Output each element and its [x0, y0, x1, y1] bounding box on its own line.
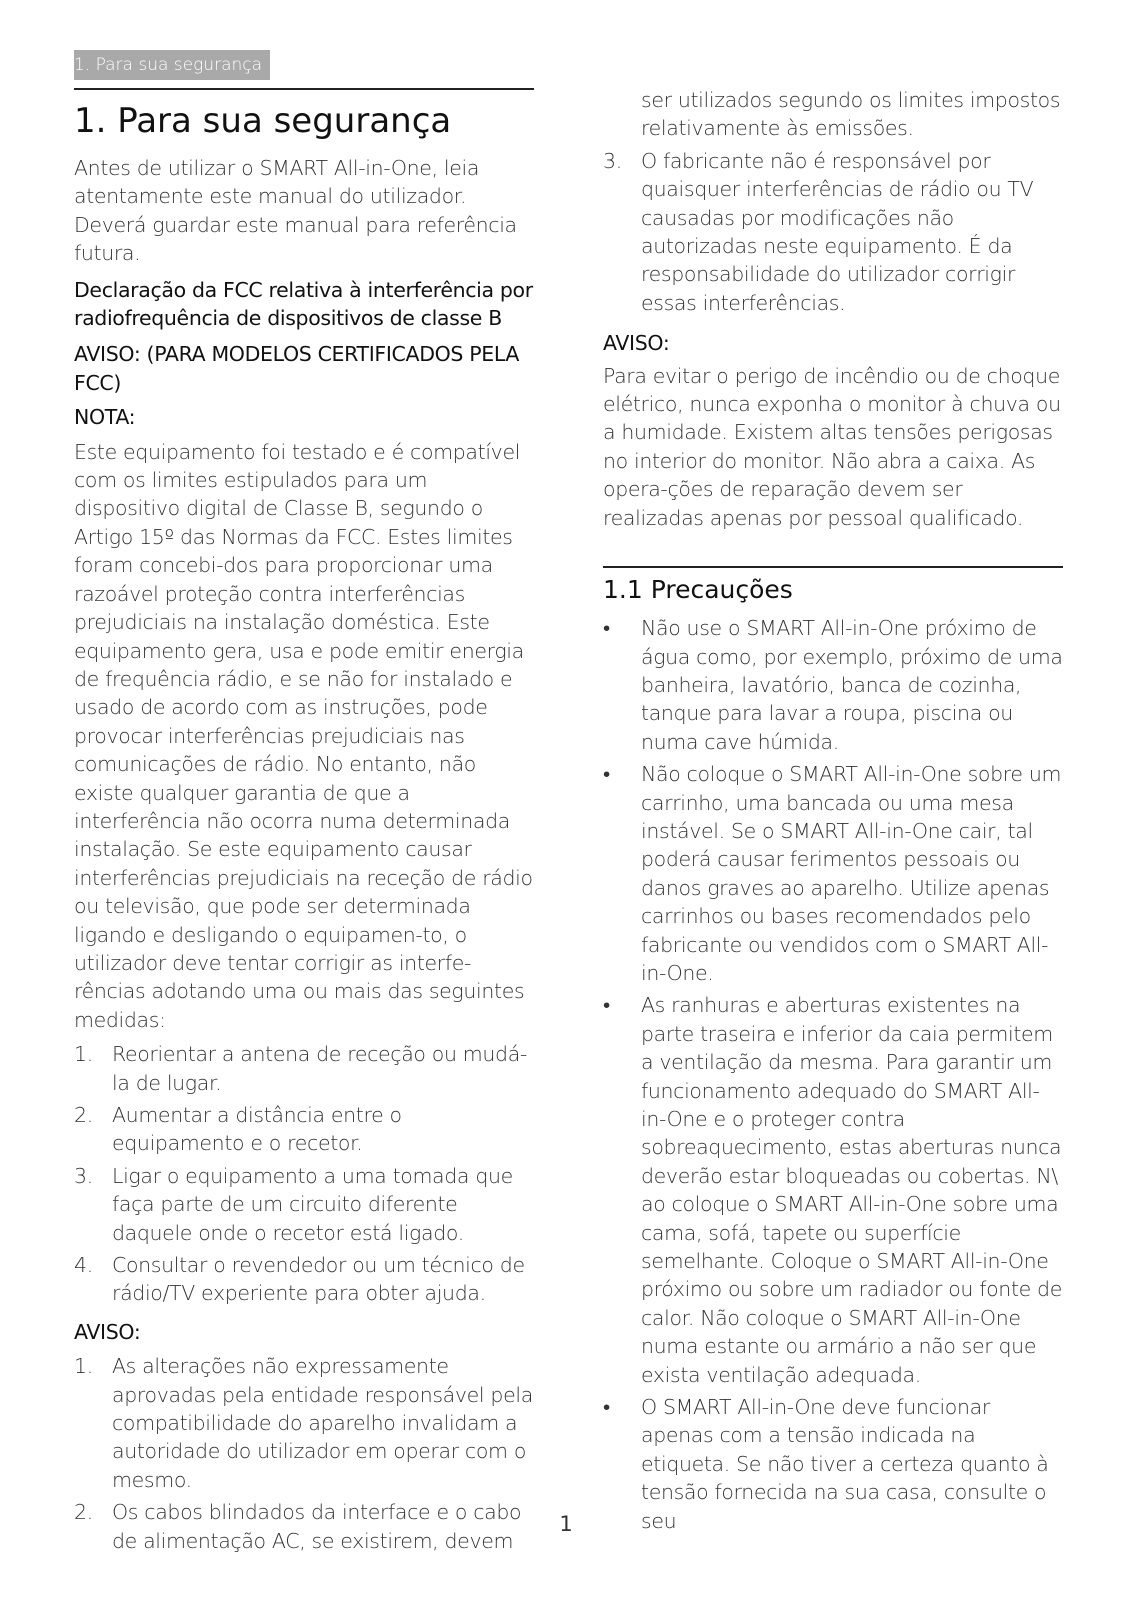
- list-item: • Não coloque o SMART All-in-One sobre um carrinho, uma bancada ou uma mesa instável. Se o SMART All-in-One cair, tal poderá causar ferimentos pessoais ou danos graves ao aparelho. Utilize apenas carrinhos ou bases recomendados pelo fabricante ou vendidos com o SMART All-in-One.: [603, 762, 1062, 985]
- bullet-icon: •: [603, 616, 610, 641]
- precautions-list: [603, 614, 1063, 1535]
- list-item: • Não use o SMART All-in-One próximo de água como, por exemplo, próximo de uma banheira, lavatório, banca de cozinha, tanque para lavar a roupa, piscina ou numa cave húmida.: [603, 616, 1063, 754]
- continued-text: ser utilizados segundo os limites impostos relativamente às emissões.: [641, 88, 1061, 141]
- section-rule: [603, 566, 1063, 568]
- bullet-icon: •: [603, 993, 610, 1018]
- page-number: 1: [559, 1512, 573, 1536]
- aviso-models-heading: AVISO: (PARA MODELOS CERTIFICADOS PELA FCC): [74, 342, 520, 395]
- list-item: 3. O fabricante não é responsável por quaisquer interferências de rádio ou TV causadas por modificações não autorizadas neste equipamento. É da responsabilidade do utilizador corrigir essas interferências.: [603, 148, 1034, 315]
- page-title: 1. Para sua segurança: [74, 101, 452, 141]
- measures-list: [74, 1040, 534, 1308]
- list-item: 4. Consultar o revendedor ou um técnico de rádio/TV experiente para obter ajuda.: [74, 1253, 525, 1306]
- list-item: 1. Reorientar a antena de receção ou mudá-la de lugar.: [74, 1042, 527, 1095]
- left-column: [74, 88, 534, 1555]
- intro-paragraph: Antes de utilizar o SMART All-in-One, leia atentamente este manual do utilizador. Deverá guardar este manual para referência futura.: [74, 156, 517, 266]
- list-item: • O SMART All-in-One deve funcionar apenas com a tensão indicada na etiqueta. Se não tiver a certeza quanto à tensão fornecida na sua casa, consulte o seu: [603, 1395, 1049, 1533]
- aviso-label-right: AVISO:: [603, 331, 670, 356]
- aviso-label: AVISO:: [74, 1319, 141, 1344]
- list-item: • As ranhuras e aberturas existentes na parte traseira e inferior da caia permitem a ventilação da mesma. Para garantir um funcionamento adequado do SMART All-in-One e o proteger contra sobreaquecimento, estas aberturas nunca deverão estar bloqueadas ou cobertas. N\ ao coloque o SMART All-in-One sobre uma cama, sofá, tapete ou superfície semelhante. Coloque o SMART All-in-One próximo ou sobre um radiador ou fonte de calor. Não coloque o SMART All-in-One numa estante ou armário a não ser que exista ventilação adequada.: [603, 993, 1062, 1387]
- title-rule: [74, 88, 534, 90]
- list-item: 1. As alterações não expressamente aprovadas pela entidade responsável pela compatibilidade do aparelho invalidam a autoridade do utilizador em operar com o mesmo.: [74, 1354, 533, 1492]
- fcc-heading: Declaração da FCC relativa à interferência por radiofrequência de dispositivos de classe B: [74, 277, 533, 331]
- list-item: 3. Ligar o equipamento a uma tomada que faça parte de um circuito diferente daquele onde o recetor está ligado.: [74, 1163, 513, 1245]
- right-column: [603, 86, 1063, 1535]
- nota-label: NOTA:: [74, 405, 136, 430]
- continued-list: [603, 147, 1063, 317]
- section-tab: 1. Para sua segurança: [74, 50, 270, 80]
- nota-paragraph: Este equipamento foi testado e é compatível com os limites estipulados para um dispositivo digital de Classe B, segundo o Artigo 15º das Normas da FCC. Estes limites foram concebi-dos para proporcionar uma razoável proteção contra interferências prejudiciais na instalação doméstica. Este equipamento gera, usa e pode emitir energia de frequência rádio, e se não for instalado e usado de acordo com as instruções, pode provocar interferências prejudiciais nas comunicações de rádio. No entanto, não existe qualquer garantia de que a interferência não ocorra numa determinada instalação. Se este equipamento causar interferências prejudiciais na receção de rádio ou televisão, que pode ser determinada ligando e desligando o equipamen-to, o utilizador deve tentar corrigir as interfe-rências adotando uma ou mais das seguintes medidas:: [74, 439, 533, 1032]
- list-item: 2. Aumentar a distância entre o equipamento e o recetor.: [74, 1103, 402, 1156]
- section-title: 1.1 Precauções: [603, 575, 793, 605]
- aviso-paragraph: Para evitar o perigo de incêndio ou de choque elétrico, nunca exponha o monitor à chuva ou a humidade. Existem altas tensões perigosas no interior do monitor. Não abra a caixa. As opera-ções de reparação devem ser realizadas apenas por pessoal qualificado.: [603, 363, 1061, 530]
- bullet-icon: •: [603, 1395, 610, 1420]
- list-item: 2. Os cabos blindados da interface e o cabo de alimentação AC, se existirem, devem: [74, 1500, 522, 1553]
- bullet-icon: •: [603, 762, 610, 787]
